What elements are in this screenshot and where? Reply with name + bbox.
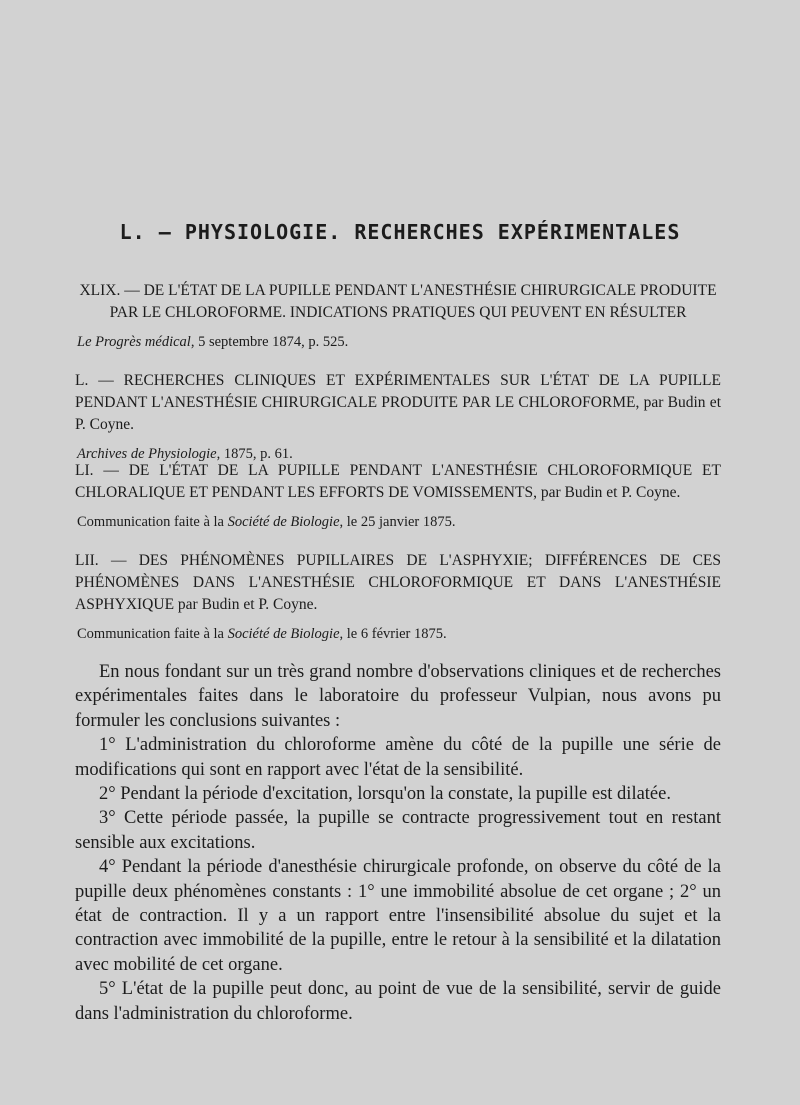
entry-source xyxy=(75,624,721,644)
bibliography-entry xyxy=(75,460,721,532)
body-text xyxy=(75,660,721,1026)
section-heading: L. — PHYSIOLOGIE. RECHERCHES EXPÉRIMENTALES xyxy=(119,220,681,244)
entry-title: LII. — DES PHÉNOMÈNES PUPILLAIRES DE L'ASPHYXIE; DIFFÉRENCES DE CES PHÉNOMÈNES DANS L'ANESTHÉSIE CHLOROFORMIQUE ET DANS L'ANESTHÉSIE ASPHYXIQUE par Budin et P. Coyne. xyxy=(75,552,721,613)
entry-title-line: PAR LE CHLOROFORME. INDICATIONS PRATIQUES QUI PEUVENT EN RÉSULTER xyxy=(109,304,687,321)
journal-name: Société de Biologie xyxy=(227,514,340,530)
paragraph: 2° Pendant la période d'excitation, lorsqu'on la constate, la pupille est dilatée. xyxy=(99,784,671,805)
bibliography-entry xyxy=(75,370,721,464)
source-details: , le 6 février 1875. xyxy=(339,626,447,642)
source-details: , 1875, p. 61. xyxy=(216,446,293,462)
paragraph: 4° Pendant la période d'anesthésie chirurgicale profonde, on observe du côté de la pupille deux phénomènes constants : 1° une immobilité absolue de cet organe ; 2° un état de contraction. Il y a un rapport entre l'insensibilité absolue du sujet et la contraction avec immobilité de la pupille, entre le retour à la sensibilité et la dilatation avec mobilité de cet organe. xyxy=(75,857,721,975)
journal-name: Société de Biologie xyxy=(227,626,340,642)
journal-name: Le Progrès médical xyxy=(77,334,191,350)
bibliography-entry xyxy=(75,280,721,352)
entry-source xyxy=(75,512,721,532)
source-prefix: Communication faite à la xyxy=(77,514,228,530)
source-prefix: Communication faite à la xyxy=(77,626,228,642)
entry-title: L. — RECHERCHES CLINIQUES ET EXPÉRIMENTALES SUR L'ÉTAT DE LA PUPILLE PENDANT L'ANESTHÉSIE CHIRURGICALE PRODUITE PAR LE CHLOROFORME, par Budin et P. Coyne. xyxy=(75,372,721,433)
paragraph: 5° L'état de la pupille peut donc, au point de vue de la sensibilité, servir de guide dans l'administration du chloroforme. xyxy=(75,979,721,1024)
paragraph: En nous fondant sur un très grand nombre d'observations cliniques et de recherches expérimentales faites dans le laboratoire du professeur Vulpian, nous avons pu formuler les conclusions suivantes : xyxy=(75,662,721,731)
entry-title xyxy=(75,280,721,324)
entry-title: LI. — DE L'ÉTAT DE LA PUPILLE PENDANT L'ANESTHÉSIE CHLOROFORMIQUE ET CHLORALIQUE ET PENDANT LES EFFORTS DE VOMISSEMENTS, par Budin et P. Coyne. xyxy=(75,462,721,501)
source-details: , 5 septembre 1874, p. 525. xyxy=(190,334,349,350)
source-details: , le 25 janvier 1875. xyxy=(339,514,456,530)
bibliography-entry xyxy=(75,550,721,644)
journal-name: Archives de Physiologie xyxy=(77,446,217,462)
entry-source xyxy=(75,332,721,352)
paragraph: 1° L'administration du chloroforme amène du côté de la pupille une série de modifications qui sont en rapport avec l'état de la sensibilité. xyxy=(75,735,721,780)
entry-title-line: XLIX. — DE L'ÉTAT DE LA PUPILLE PENDANT L'ANESTHÉSIE CHIRURGICALE PRODUITE xyxy=(79,282,717,299)
paragraph: 3° Cette période passée, la pupille se contracte progressivement tout en restant sensible aux excitations. xyxy=(75,808,721,853)
